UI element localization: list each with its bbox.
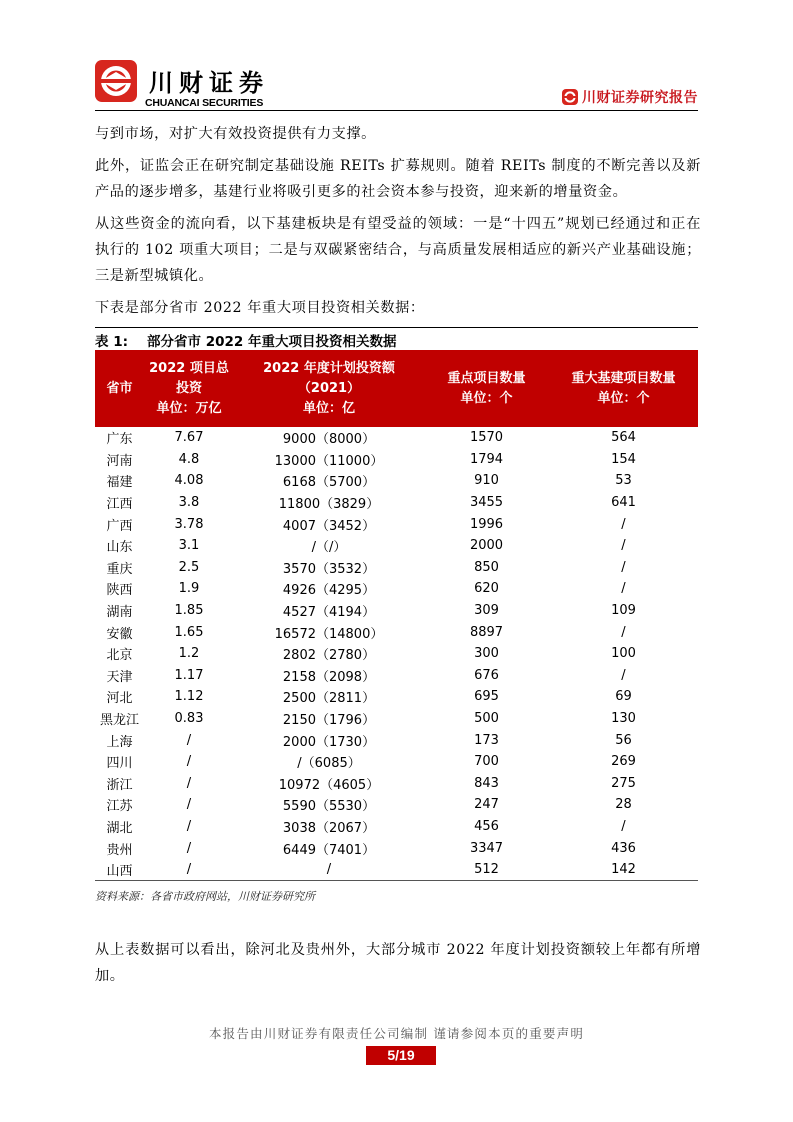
cell-major-infra-projects: 275 (611, 775, 636, 791)
cell-province: 浙江 (106, 777, 133, 793)
table-row (95, 535, 698, 557)
table-row (95, 470, 698, 492)
cell-total-investment: 1.85 (174, 603, 204, 619)
table-row (95, 578, 698, 600)
cell-province: 贵州 (106, 842, 133, 858)
cell-major-infra-projects: 56 (615, 732, 632, 748)
cell-key-projects: 3455 (469, 495, 504, 511)
cell-key-projects: 676 (474, 667, 499, 683)
cell-major-infra-projects: 130 (611, 711, 636, 727)
cell-total-investment: 1.9 (178, 581, 200, 597)
cell-planned-investment: 5590（5530） (282, 799, 376, 815)
cell-planned-investment: 6168（5700） (282, 475, 376, 491)
table-source-note: 资料来源：各省市政府网站，川财证券研究所 (95, 890, 315, 903)
cell-planned-investment: 2500（2811） (282, 691, 376, 707)
cell-major-infra-projects: 53 (615, 473, 632, 489)
cell-total-investment: 1.17 (174, 667, 204, 683)
cell-major-infra-projects: / (621, 818, 626, 834)
cell-major-infra-projects: 269 (611, 754, 636, 770)
cell-province: 湖南 (106, 605, 133, 621)
header-divider (95, 110, 698, 111)
column-header-planned-investment: 2022 年度计划投资额（2021） 单位：亿 (234, 350, 424, 427)
investment-table (95, 350, 698, 881)
cell-total-investment: / (186, 775, 192, 791)
cell-total-investment: 1.65 (174, 624, 204, 640)
cell-planned-investment: 2158（2098） (282, 669, 376, 685)
brand-name-cn: 川财证券 (149, 69, 269, 97)
cell-total-investment: 1.12 (174, 689, 204, 705)
cell-planned-investment: 2150（1796） (282, 713, 376, 729)
column-header-province: 省市 (95, 350, 144, 427)
cell-planned-investment: 2000（1730） (282, 734, 376, 750)
table-row (95, 794, 698, 816)
page-number: 5/19 (366, 1046, 436, 1065)
cell-province: 黑龙江 (99, 713, 139, 729)
cell-planned-investment: 9000（8000） (282, 432, 376, 448)
cell-planned-investment: 4527（4194） (282, 605, 376, 621)
cell-total-investment: 3.8 (178, 495, 200, 511)
brand-name-en: CHUANCAI SECURITIES (145, 97, 264, 109)
table-row (95, 859, 698, 881)
cell-province: 北京 (106, 648, 133, 664)
cell-major-infra-projects: 436 (611, 840, 636, 856)
cell-major-infra-projects: 641 (611, 495, 636, 511)
cell-planned-investment: 11800（3829） (278, 497, 380, 513)
cell-key-projects: 8897 (469, 624, 504, 640)
table-caption (95, 330, 396, 350)
cell-province: 重庆 (106, 561, 133, 577)
cell-major-infra-projects: / (621, 516, 626, 532)
cell-province: 江苏 (106, 799, 133, 815)
column-header-major-infra-projects: 重大基建项目数量 单位：个 (549, 350, 698, 427)
cell-total-investment: / (186, 754, 192, 770)
cell-key-projects: 620 (474, 581, 499, 597)
table-row (95, 837, 698, 859)
cell-province: 山东 (106, 540, 133, 556)
chuancai-logo-icon (95, 60, 137, 102)
cell-province: 安徽 (106, 626, 133, 642)
chuancai-mini-logo-icon (562, 89, 578, 105)
cell-major-infra-projects: / (621, 667, 626, 683)
table-row (95, 708, 698, 730)
column-header-total-investment: 2022 项目总投资 单位：万亿 (144, 350, 234, 427)
cell-province: 广东 (106, 432, 133, 448)
cell-province: 上海 (106, 734, 133, 750)
table-title: 部分省市 2022 年重大项目投资相关数据 (147, 334, 397, 350)
cell-total-investment: / (186, 818, 192, 834)
cell-key-projects: 1794 (469, 451, 504, 467)
table-row (95, 600, 698, 622)
cell-major-infra-projects: 28 (615, 797, 632, 813)
table-row (95, 665, 698, 687)
cell-key-projects: 456 (474, 818, 499, 834)
cell-major-infra-projects: 154 (611, 451, 636, 467)
cell-province: 湖北 (106, 820, 133, 836)
cell-major-infra-projects: 564 (611, 430, 636, 446)
cell-total-investment: / (186, 732, 192, 748)
cell-total-investment: 0.83 (174, 711, 204, 727)
cell-planned-investment: /（/） (311, 540, 347, 556)
table-number: 表 1: (95, 334, 128, 350)
cell-key-projects: 843 (474, 775, 499, 791)
cell-key-projects: 247 (474, 797, 499, 813)
column-header-key-projects: 重点项目数量 单位：个 (424, 350, 549, 427)
cell-planned-investment: 4007（3452） (282, 518, 376, 534)
cell-key-projects: 300 (474, 646, 499, 662)
cell-province: 陕西 (106, 583, 133, 599)
paragraph-1: 与到市场，对扩大有效投资提供有力支撑。 (95, 126, 376, 142)
paragraph-2: 此外，证监会正在研究制定基础设施 REITs 扩募规则。随着 REITs 制度的不断完善以及新产品的逐步增多，基建行业将吸引更多的社会资本参与投资，迎来新的增量资金。 (95, 158, 701, 200)
table-row (95, 643, 698, 665)
table-header-row (95, 350, 698, 427)
table-row (95, 492, 698, 514)
table-row (95, 427, 698, 449)
cell-major-infra-projects: 69 (615, 689, 632, 705)
paragraph-5: 从上表数据可以看出，除河北及贵州外，大部分城市 2022 年度计划投资额较上年都有所增加。 (95, 942, 701, 984)
cell-province: 四川 (106, 756, 133, 772)
cell-total-investment: 3.1 (178, 538, 200, 554)
cell-key-projects: 850 (474, 559, 499, 575)
cell-major-infra-projects: 142 (549, 859, 698, 881)
cell-total-investment: / (186, 797, 192, 813)
cell-total-investment: 2.5 (178, 559, 200, 575)
cell-major-infra-projects: / (621, 538, 626, 554)
cell-province: 福建 (106, 475, 133, 491)
cell-province: 山西 (95, 859, 144, 881)
cell-major-infra-projects: 100 (611, 646, 636, 662)
cell-major-infra-projects: / (621, 559, 626, 575)
cell-key-projects: 1570 (469, 430, 504, 446)
cell-province: 广西 (106, 518, 133, 534)
cell-key-projects: 3347 (469, 840, 504, 856)
cell-total-investment: 7.67 (174, 430, 204, 446)
cell-major-infra-projects: / (621, 624, 626, 640)
cell-key-projects: 512 (424, 859, 549, 881)
page-header (95, 60, 698, 110)
table-row (95, 773, 698, 795)
cell-key-projects: 695 (474, 689, 499, 705)
table-row (95, 557, 698, 579)
cell-planned-investment: 4926（4295） (282, 583, 376, 599)
cell-major-infra-projects: / (621, 581, 626, 597)
cell-key-projects: 500 (474, 711, 499, 727)
footer-disclaimer: 本报告由川财证券有限责任公司编制 谨请参阅本页的重要声明 (208, 1026, 585, 1041)
cell-planned-investment: /（6085） (297, 756, 361, 772)
cell-planned-investment: 2802（2780） (282, 648, 376, 664)
table-row (95, 621, 698, 643)
cell-province: 河南 (106, 453, 133, 469)
cell-total-investment: / (186, 840, 192, 856)
table-title-divider (95, 327, 698, 328)
paragraph-3: 从这些资金的流向看，以下基建板块是有望受益的领域：一是“十四五”规划已经通过和正在执行的 102 项重大项目；二是与双碳紧密结合，与高质量发展相适应的新兴产业基础设施；三是新型城镇化。 (95, 216, 701, 284)
cell-planned-investment: 3038（2067） (282, 820, 376, 836)
table-row (95, 816, 698, 838)
table-row (95, 449, 698, 471)
cell-key-projects: 1996 (469, 516, 504, 532)
cell-total-investment: 4.8 (178, 451, 200, 467)
cell-total-investment: 1.2 (178, 646, 200, 662)
report-label-text: 川财证券研究报告 (582, 90, 698, 106)
cell-planned-investment: 10972（4605） (278, 777, 380, 793)
cell-key-projects: 173 (474, 732, 499, 748)
cell-province: 天津 (106, 669, 133, 685)
cell-planned-investment: 3570（3532） (282, 561, 376, 577)
cell-planned-investment: 6449（7401） (282, 842, 376, 858)
cell-planned-investment: 13000（11000） (274, 453, 384, 469)
cell-major-infra-projects: 109 (611, 603, 636, 619)
cell-key-projects: 700 (474, 754, 499, 770)
cell-total-investment: / (144, 859, 234, 881)
cell-total-investment: 3.78 (174, 516, 204, 532)
cell-key-projects: 309 (474, 603, 499, 619)
report-label (562, 87, 698, 107)
cell-province: 河北 (106, 691, 133, 707)
cell-planned-investment: / (234, 859, 424, 881)
cell-province: 江西 (106, 497, 133, 513)
paragraph-4: 下表是部分省市 2022 年重大项目投资相关数据： (95, 300, 425, 316)
table-row (95, 729, 698, 751)
cell-key-projects: 910 (474, 473, 499, 489)
cell-key-projects: 2000 (469, 538, 504, 554)
cell-total-investment: 4.08 (174, 473, 204, 489)
table-row (95, 513, 698, 535)
table-row (95, 751, 698, 773)
cell-planned-investment: 16572（14800） (274, 626, 384, 642)
table-row (95, 686, 698, 708)
